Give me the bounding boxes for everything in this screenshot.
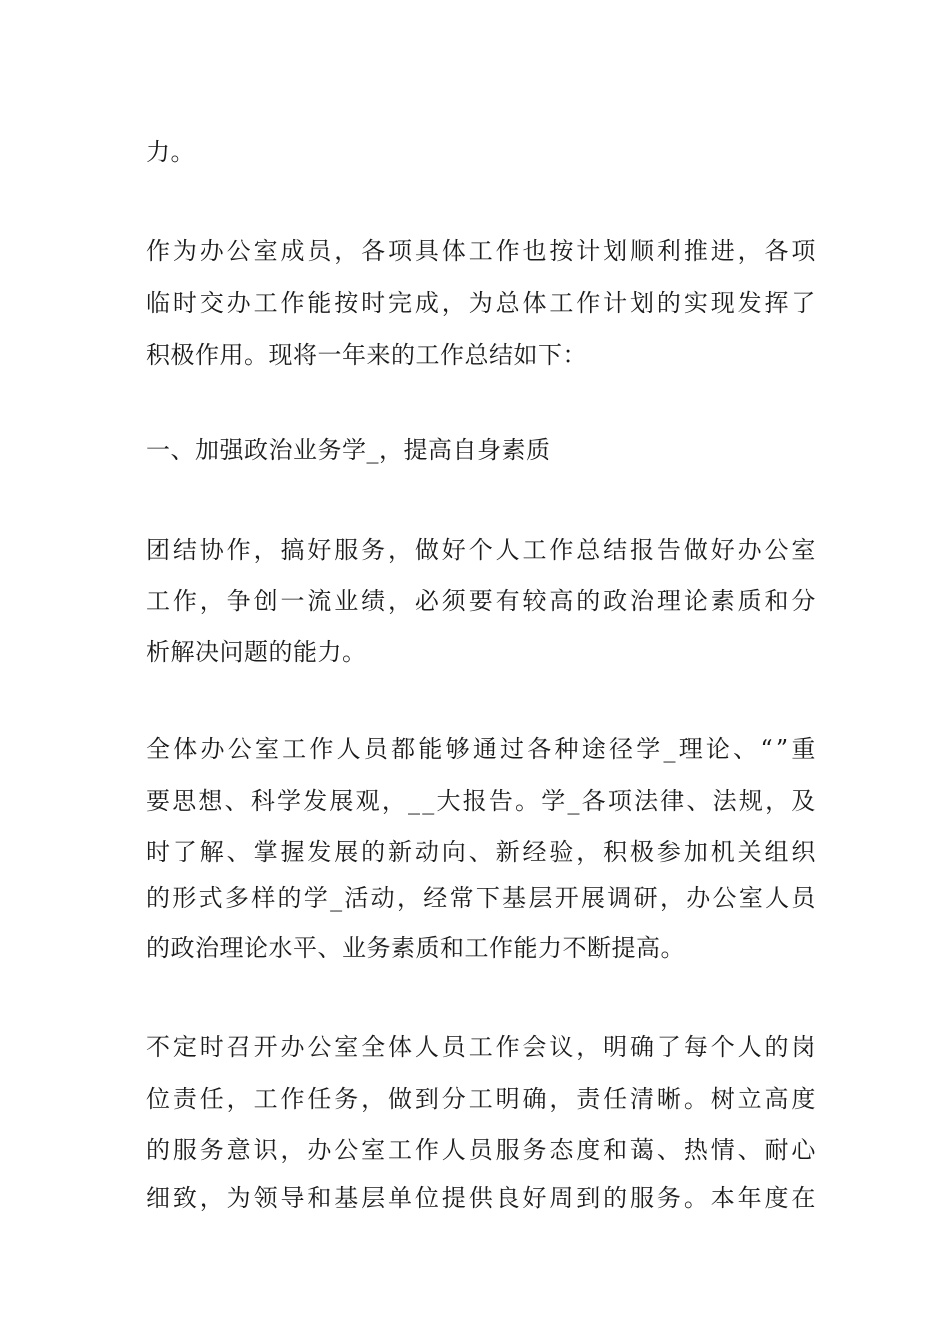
section-heading: 一、加强政治业务学_，提高自身素质 (146, 436, 551, 464)
text-line: 作 为 办 公 室 成 员 ， 各 项 具 体 工 作 也 按 计 划 顺 利 推 进 ， 各 项 (146, 237, 816, 265)
text-line: 工 作 ， 争 创 一 流 业 绩 ， 必 须 要 有 较 高 的 政 治 理 论 素 质 和 分 (146, 587, 816, 615)
text-line: 全 体 办 公 室 工 作 人 员 都 能 够 通 过 各 种 途 径 学 _ 理 论 、 “ ” 重 (146, 735, 816, 763)
text-line: 细 致 ， 为 领 导 和 基 层 单 位 提 供 良 好 周 到 的 服 务 。 本 年 度 在 (146, 1184, 816, 1212)
text-line: 积极作用。现将一年来的工作总结如下： (146, 341, 587, 369)
text-line: 团 结 协 作 ， 搞 好 服 务 ， 做 好 个 人 工 作 总 结 报 告 做 好 办 公 室 (146, 536, 816, 564)
text-line: 时 了 解 、 掌 握 发 展 的 新 动 向 、 新 经 验 ， 积 极 参 加 机 关 组 织 (146, 838, 816, 866)
text-line: 位 责 任 ， 工 作 任 务 ， 做 到 分 工 明 确 ， 责 任 清 晰 。 树 立 高 度 (146, 1085, 816, 1113)
text-line: 析解决问题的能力。 (146, 638, 367, 666)
text-line: 要 思 想 、 科 学 发 展 观 ， _ _ 大 报 告 。 学 _ 各 项 法 律 、 法 规 ， 及 (146, 787, 816, 815)
text-line: 的 服 务 意 识 ， 办 公 室 工 作 人 员 服 务 态 度 和 蔼 、 热 情 、 耐 心 (146, 1136, 816, 1164)
text-line: 的 形 式 多 样 的 学 _ 活 动 ， 经 常 下 基 层 开 展 调 研 ， 办 公 室 人 员 (146, 884, 816, 912)
text-line: 不 定 时 召 开 办 公 室 全 体 人 员 工 作 会 议 ， 明 确 了 每 个 人 的 岗 (146, 1033, 816, 1061)
text-line: 临 时 交 办 工 作 能 按 时 完 成 ， 为 总 体 工 作 计 划 的 实 现 发 挥 了 (146, 289, 816, 317)
text-line: 的政治理论水平、业务素质和工作能力不断提高。 (146, 934, 685, 962)
text-line: 力。 (146, 138, 195, 166)
